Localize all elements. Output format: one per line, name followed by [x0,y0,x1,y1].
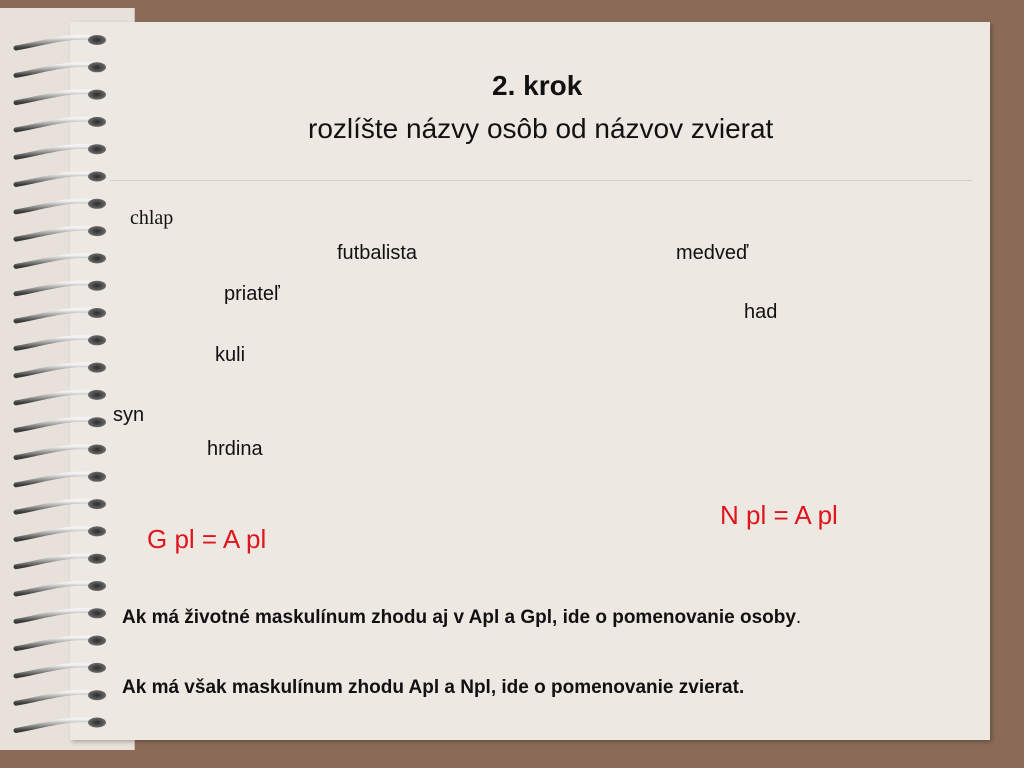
spiral-hole [88,636,106,646]
note-people [122,604,962,632]
spiral-ring [16,92,96,103]
spiral-hole [88,445,106,455]
spiral-ring [16,419,96,430]
word-priatel: priateľ [224,283,280,305]
spiral-hole [88,117,106,127]
spiral-ring [16,447,96,458]
word-futbalista: futbalista [337,242,418,264]
spiral-hole [88,144,106,154]
spiral-hole [88,90,106,100]
word-medved: medveď [676,242,749,264]
spiral-hole [88,581,106,591]
spiral-hole [88,608,106,618]
spiral-ring [16,310,96,321]
spiral-hole [88,35,106,45]
spiral-ring [16,228,96,239]
spiral-hole [88,526,106,536]
spiral-ring [16,64,96,75]
spiral-ring [16,501,96,512]
note-animals: Ak má však maskulínum zhodu Apl a Npl, ide o pomenovanie zvierat. [122,677,745,698]
spiral-ring [16,201,96,212]
word-hrdina: hrdina [207,438,263,460]
spiral-hole [88,308,106,318]
spiral-ring [16,692,96,703]
spiral-hole [88,499,106,509]
spiral-hole [88,226,106,236]
spiral-hole [88,199,106,209]
word-syn: syn [113,404,145,426]
spiral-ring [16,392,96,403]
spiral-ring [16,474,96,485]
spiral-hole [88,62,106,72]
spiral-ring [16,174,96,185]
spiral-ring [16,146,96,157]
spiral-ring [16,365,96,376]
slide-subtitle: rozlíšte názvy osôb od názvov zvierat [308,113,774,144]
spiral-ring [16,638,96,649]
spiral-ring [16,610,96,621]
spiral-hole [88,335,106,345]
spiral-hole [88,417,106,427]
spiral-hole [88,472,106,482]
spiral-ring [16,37,96,48]
spiral-hole [88,390,106,400]
note-people-period: . [795,607,802,628]
spiral-hole [88,172,106,182]
spiral-hole [88,253,106,263]
spiral-ring [16,556,96,567]
title-divider [110,180,972,181]
spiral-ring [16,119,96,130]
spiral-ring [16,583,96,594]
spiral-binding-icon [0,0,120,768]
word-had: had [744,301,778,323]
spiral-ring [16,720,96,731]
note-people-main: Ak má životné maskulínum zhodu aj v Apl a Gpl, ide o pomenovanie osoby [122,607,796,628]
spiral-hole [88,663,106,673]
spiral-hole [88,690,106,700]
spiral-ring [16,283,96,294]
formula-animals: N pl = A pl [720,500,838,530]
spiral-hole [88,718,106,728]
slide-title: 2. krok [492,70,583,101]
spiral-hole [88,554,106,564]
spiral-hole [88,363,106,373]
word-chlap: chlap [130,207,174,229]
spiral-ring [16,337,96,348]
spiral-ring [16,665,96,676]
word-kuli: kuli [215,344,246,366]
spiral-hole [88,281,106,291]
spiral-ring [16,528,96,539]
spiral-ring [16,255,96,266]
formula-people: G pl = A pl [147,524,267,554]
